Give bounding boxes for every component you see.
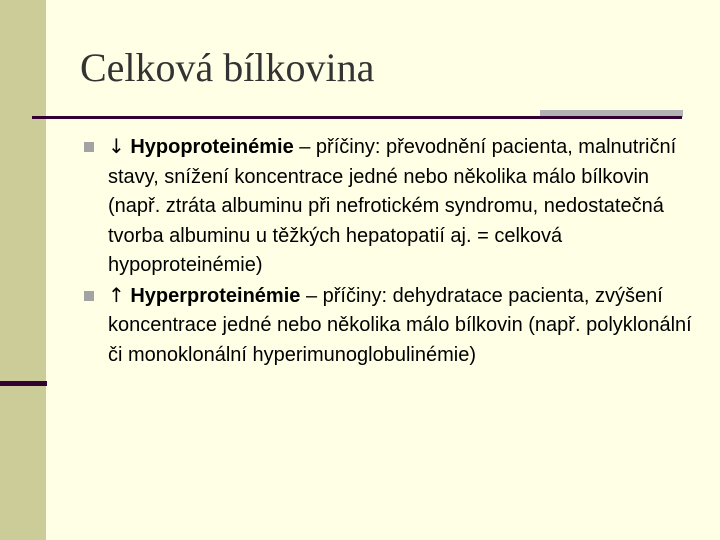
bullet-text: – příčiny: převodnění pacienta, malnutriční stavy, snížení koncentrace jedné nebo několika málo bílkovin (např. ztráta albuminu při nefrotickém syndromu, nedostatečná tvorba albuminu u těžkých hepatopatií aj. = celková hypoproteinémie) (108, 136, 677, 276)
square-bullet-icon (84, 142, 94, 152)
arrow-up-icon: ↑ (108, 282, 125, 307)
left-accent-bar (0, 381, 47, 386)
arrow-down-icon: ↓ (108, 134, 125, 158)
slide-title: Celková bílkovina (80, 45, 375, 90)
bullet-term: Hypoproteinémie (130, 136, 294, 158)
bullet-hypoproteinemie (84, 132, 704, 281)
square-bullet-icon (84, 291, 94, 301)
bullet-list (84, 132, 704, 370)
bullet-term: Hyperproteinémie (130, 284, 301, 307)
left-decorative-band (0, 0, 46, 540)
bullet-hyperproteinemie (84, 281, 704, 371)
title-rule (32, 116, 682, 119)
bullet-text: – příčiny: dehydratace pacienta, zvýšení koncentrace jedné nebo několika málo bílkovin (např. polyklonální či monoklonální hyperimunoglobulinémie) (108, 284, 692, 366)
